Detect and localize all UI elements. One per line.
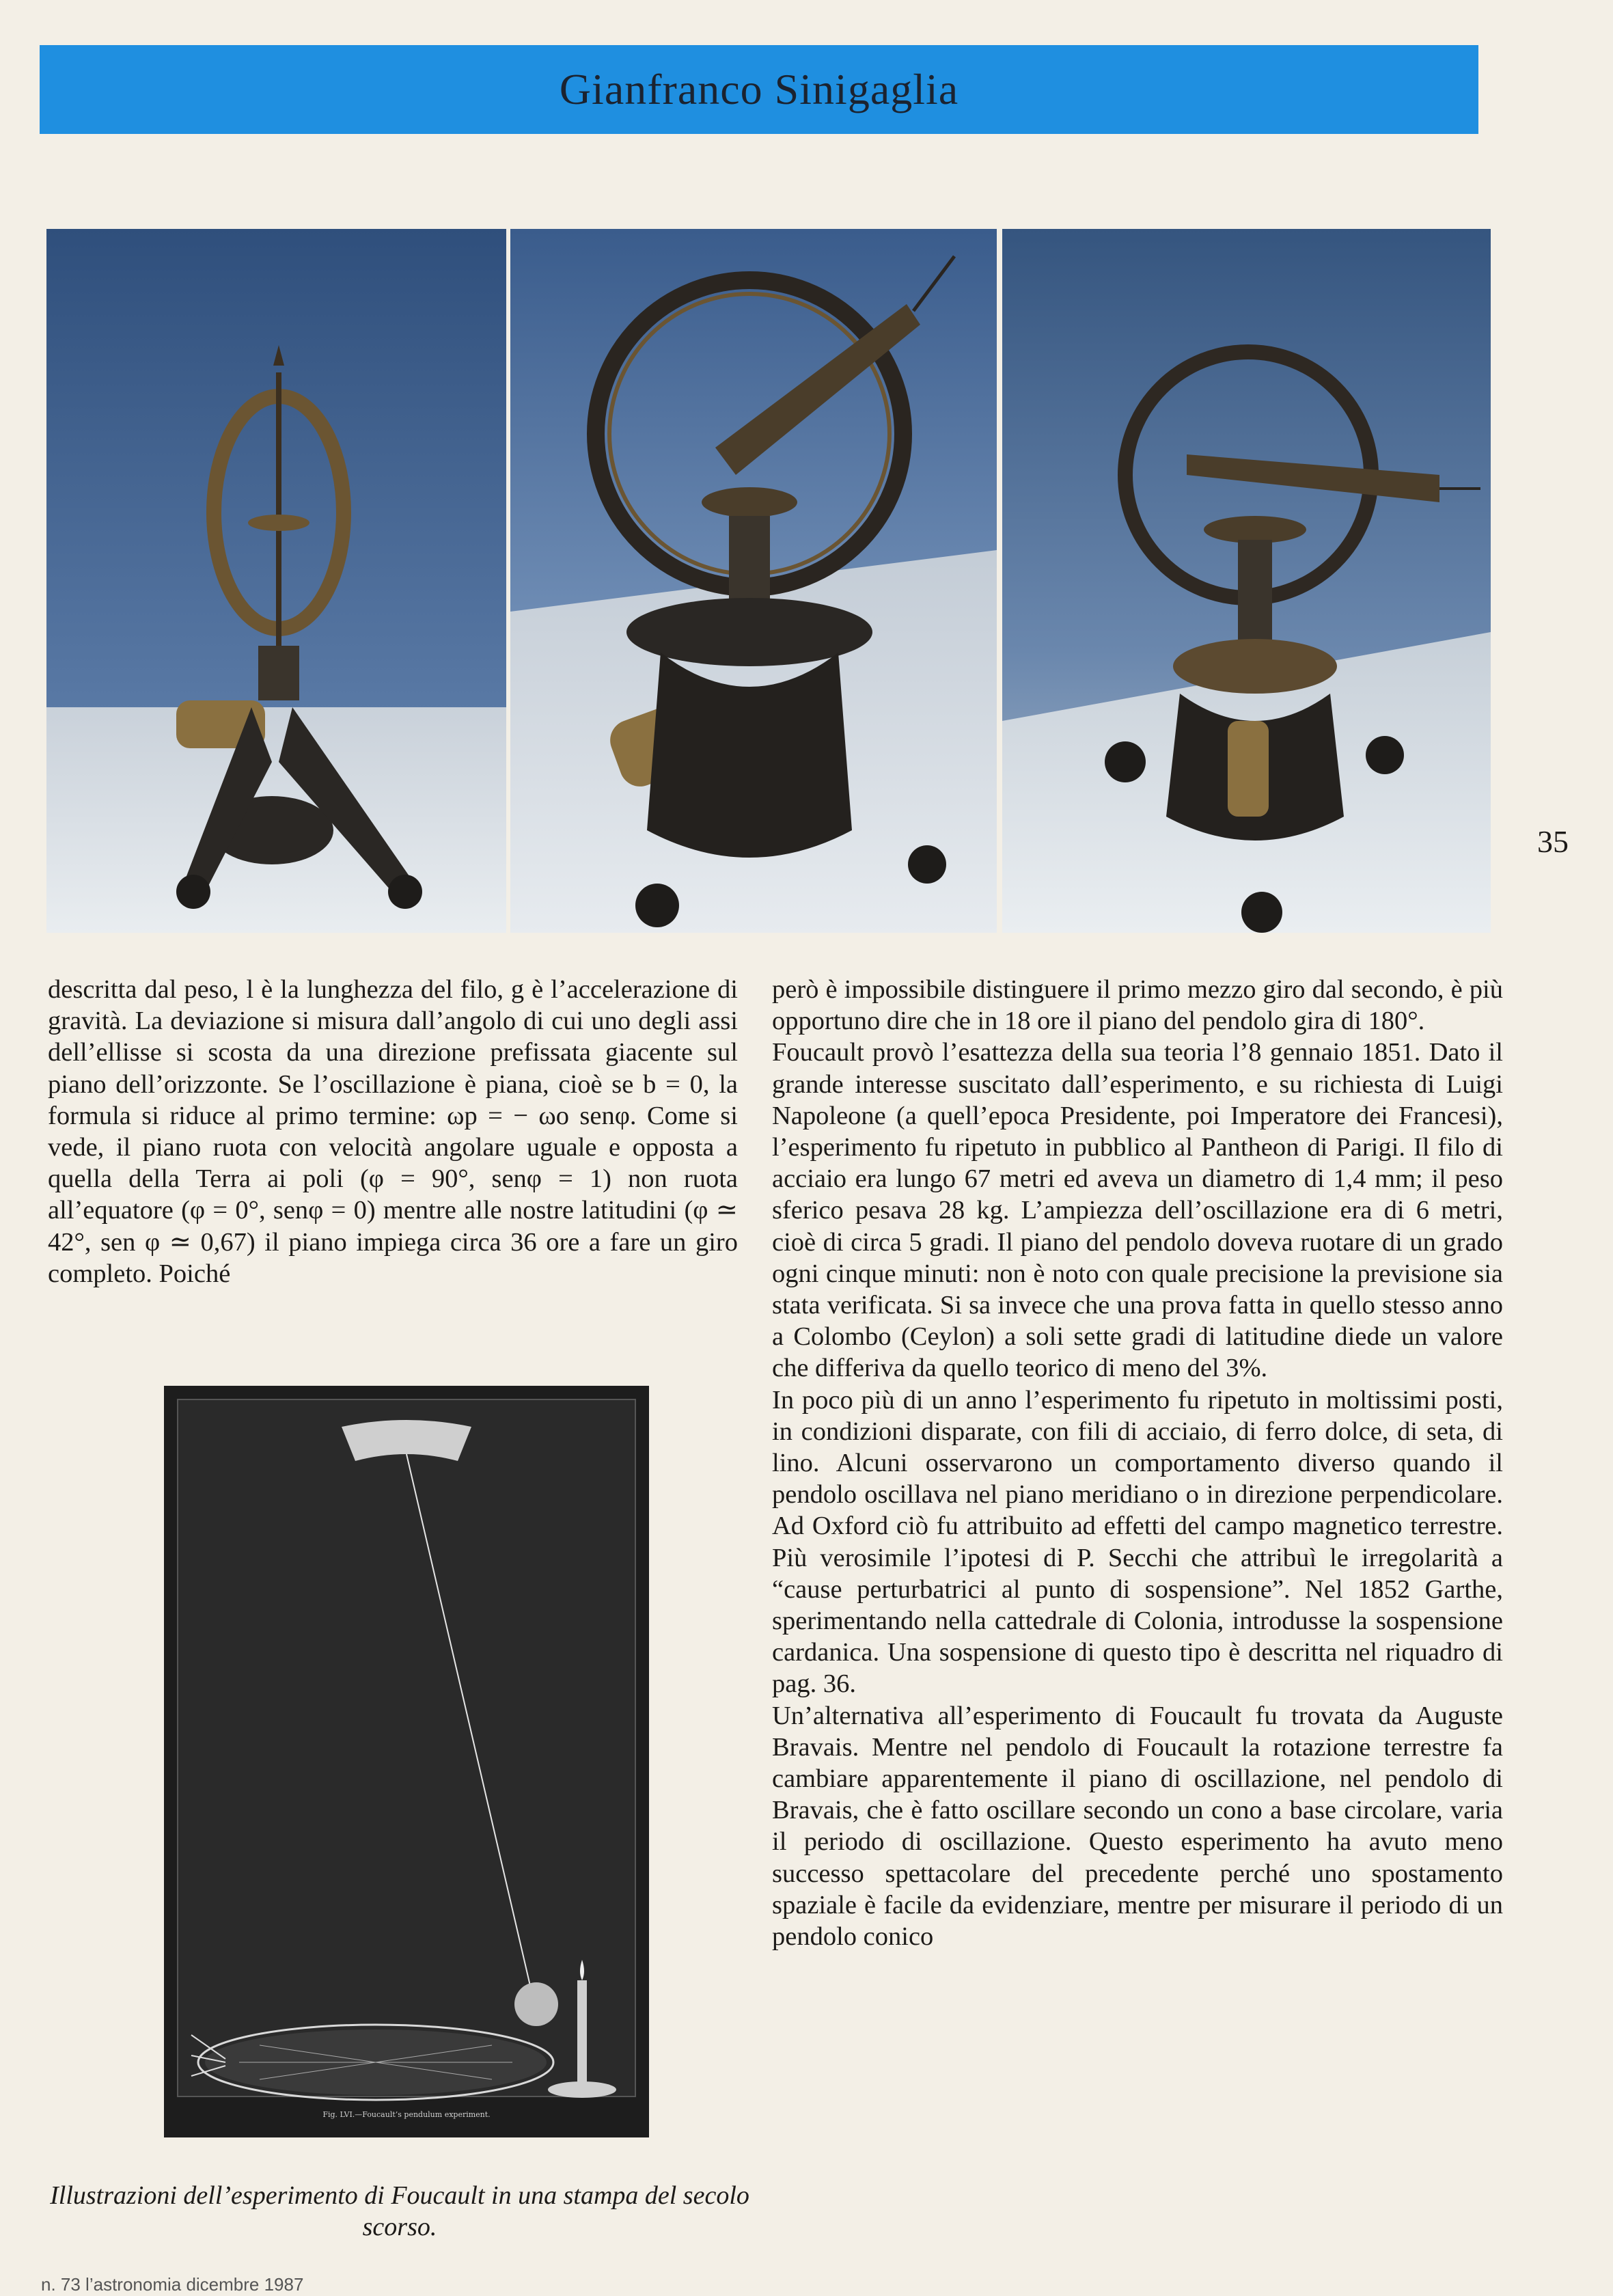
paragraph: Foucault provò l’esattezza della sua teoria l’8 gennaio 1851. Dato il grande interesse suscitato dall’esperimento, e su richiesta di Luigi Napoleone (a quell’epoca Presidente, poi Imperatore dei Francesi), l’esperimento fu ripetuto in pubblico al Pantheon di Parigi. Il filo di acciaio era lungo 67 metri ed aveva un diametro di 1,4 mm; il peso sferico pesava 28 kg. L’ampiezza dell’oscillazione era di 6 metri, cioè di circa 5 gradi. Il piano del pendolo doveva ruotare di un grado ogni cinque minuti: non è noto con quale precisione la previsione sia stata verificata. Si sa invece che una prova fatta in quello stesso anno a Colombo (Ceylon) a soli sette gradi di latitudine diede un valore che differiva da quello teorico di meno del 3%. <box>772 1038 1503 1383</box>
paragraph: In poco più di un anno l’esperimento fu ripetuto in moltissimi posti, in condizioni disparate, con fili di acciaio, di ferro dolce, di seta, di lino. Alcuni osservarono un comportamento diverso quando il pendolo oscillava nel piano meridiano o in direzione perpendicolare. Ad Oxford ciò fu attribuito ad effetti del campo magnetico terrestre. Più verosimile l’ipotesi di P. Secchi che attribuì le irregolarità a “cause perturbatrici al punto di sospensione”. Nel 1852 Garthe, sperimentando nella cattedrale di Colonia, introdusse la sospensione cardanica. Una sospensione di questo tipo è descritta nel riquadro di pag. 36. <box>772 1385 1503 1699</box>
right-column-text <box>772 974 1503 1952</box>
page-footer: n. 73 l’astronomia dicembre 1987 <box>41 2274 304 2295</box>
paragraph: però è impossibile distinguere il primo mezzo giro dal secondo, è più opportuno dire che in 18 ore il piano del pendolo gira di 180°. <box>772 975 1503 1036</box>
pendulum-apparatus-photo-icon <box>1002 229 1491 933</box>
photo-pendulum-right <box>1002 229 1491 933</box>
foucault-engraving <box>164 1386 649 2137</box>
figure-caption: Illustrazioni dell’esperimento di Foucault in una stampa del secolo scorso. <box>50 2181 749 2241</box>
photo-pendulum-center <box>510 229 997 933</box>
foucault-pendulum-engraving-icon <box>164 1386 649 2137</box>
header-title: Gianfranco Sinigaglia <box>559 65 959 113</box>
header-band <box>40 45 1478 134</box>
page-number: 35 <box>1537 824 1569 859</box>
plate-caption: Fig. LVI.—Foucault’s pendulum experiment. <box>322 2110 491 2119</box>
left-column-text <box>48 974 738 1289</box>
paragraph: descritta dal peso, l è la lunghezza del filo, g è l’accelerazione di gravità. La deviazione si misura dall’angolo di cui uno degli assi dell’ellisse si scosta da una direzione prefissata giacente sul piano dell’orizzonte. Se l’oscillazione è piana, cioè se b = 0, la formula si riduce al primo termine: ωp = − ωo senφ. Come si vede, il piano ruota con velocità angolare uguale e opposta a quella della Terra ai poli (φ = 90°, senφ = 1) non ruota all’equatore (φ = 0°, senφ = 0) mentre alle nostre latitudini (φ ≃ 42°, sen φ ≃ 0,67) il piano impiega circa 36 ore a fare un giro completo. Poiché <box>48 975 738 1288</box>
paragraph: Un’alternativa all’esperimento di Foucault fu trovata da Auguste Bravais. Mentre nel pendolo di Foucault la rotazione terrestre fa cambiare apparentemente il piano di oscillazione, nel pendolo di Bravais, che è fatto oscillare secondo un cono a base circolare, varia il periodo di oscillazione. Questo esperimento ha avuto meno successo spettacolare del precedente perché uno spostamento spaziale è facile da evidenziare, mentre per misurare il periodo di un pendolo conico <box>772 1701 1503 1952</box>
pendulum-apparatus-photo-icon <box>510 229 997 933</box>
photo-pendulum-left <box>46 229 506 933</box>
pendulum-apparatus-photo-icon <box>46 229 506 933</box>
